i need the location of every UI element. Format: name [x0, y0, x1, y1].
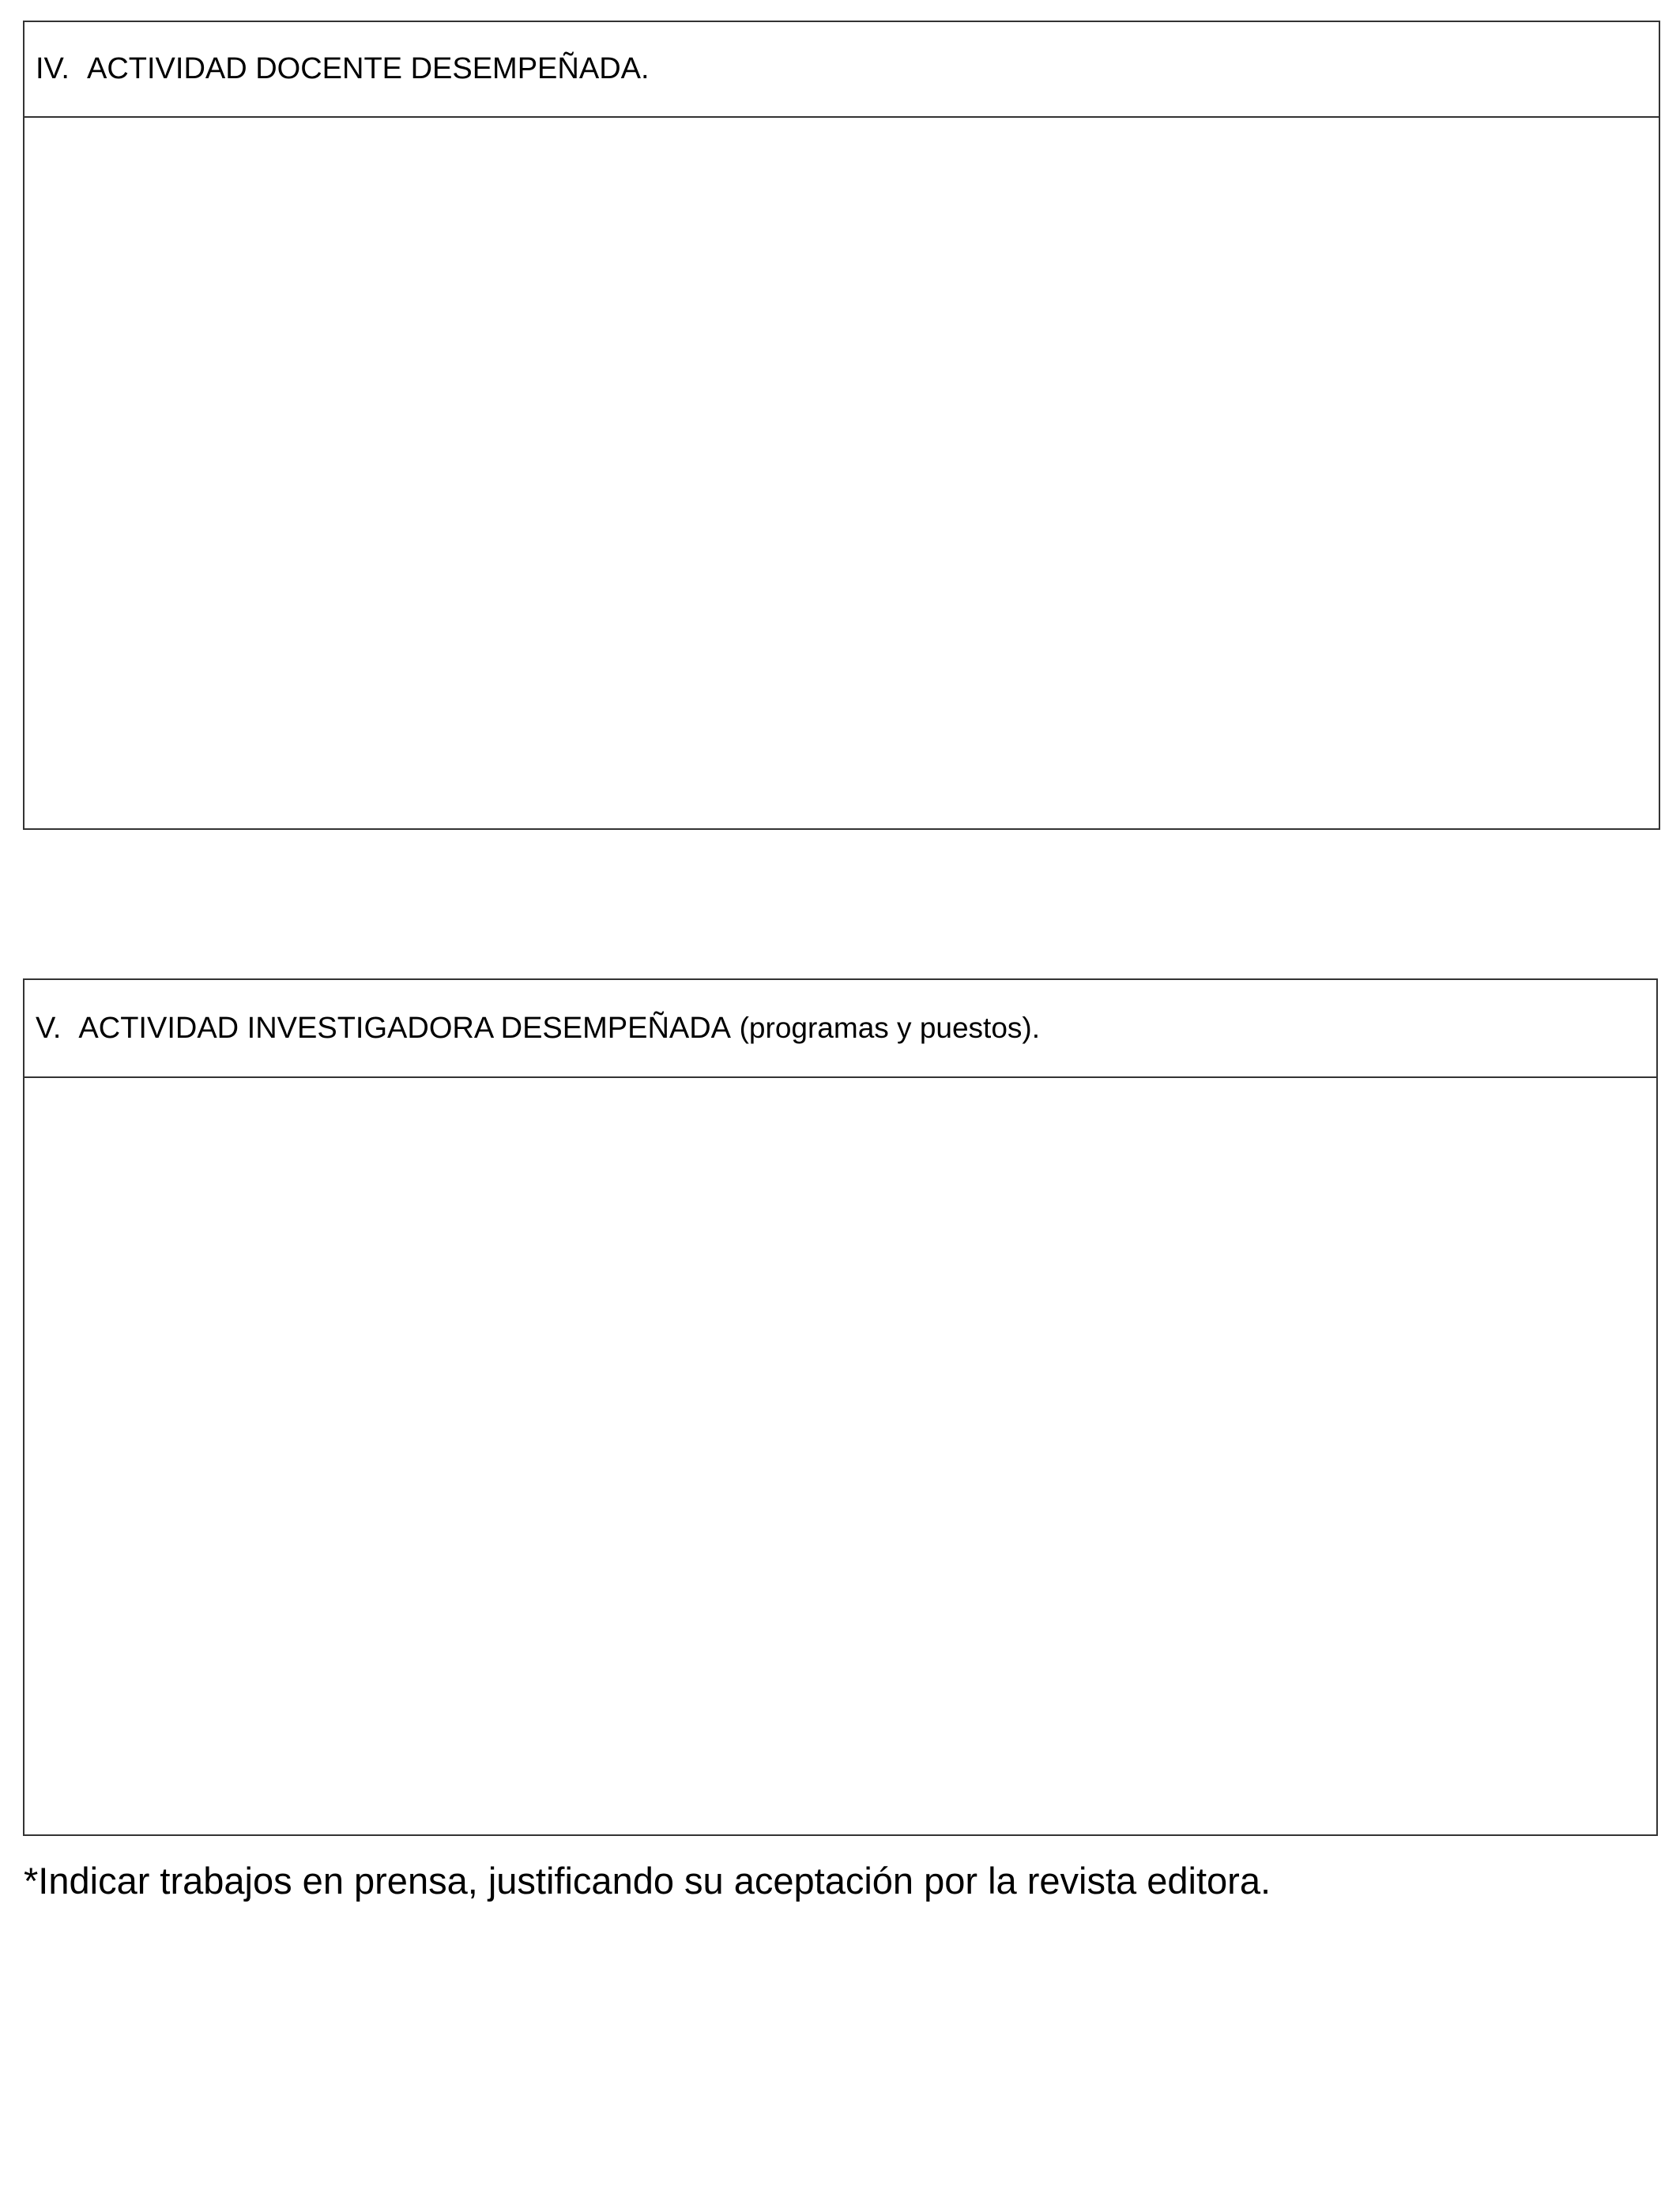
- footnote: *Indicar trabajos en prensa, justificando su aceptación por la revista editora.: [24, 1860, 1271, 1902]
- section-iv-box: [23, 21, 1660, 830]
- section-v-subtitle: (programas y puestos).: [739, 1012, 1041, 1044]
- section-iv-numeral: IV.: [36, 52, 70, 85]
- section-v-numeral: V.: [36, 1011, 62, 1045]
- section-v-content-area[interactable]: [24, 1078, 1656, 1834]
- section-iv-title: ACTIVIDAD DOCENTE DESEMPEÑADA.: [86, 52, 650, 85]
- section-v-box: [23, 978, 1658, 1836]
- section-iv-content-area[interactable]: [24, 118, 1659, 828]
- section-v-title: ACTIVIDAD INVESTIGADORA DESEMPEÑADA: [78, 1011, 732, 1045]
- section-v-header: [24, 980, 1656, 1078]
- section-iv-header: [24, 22, 1659, 118]
